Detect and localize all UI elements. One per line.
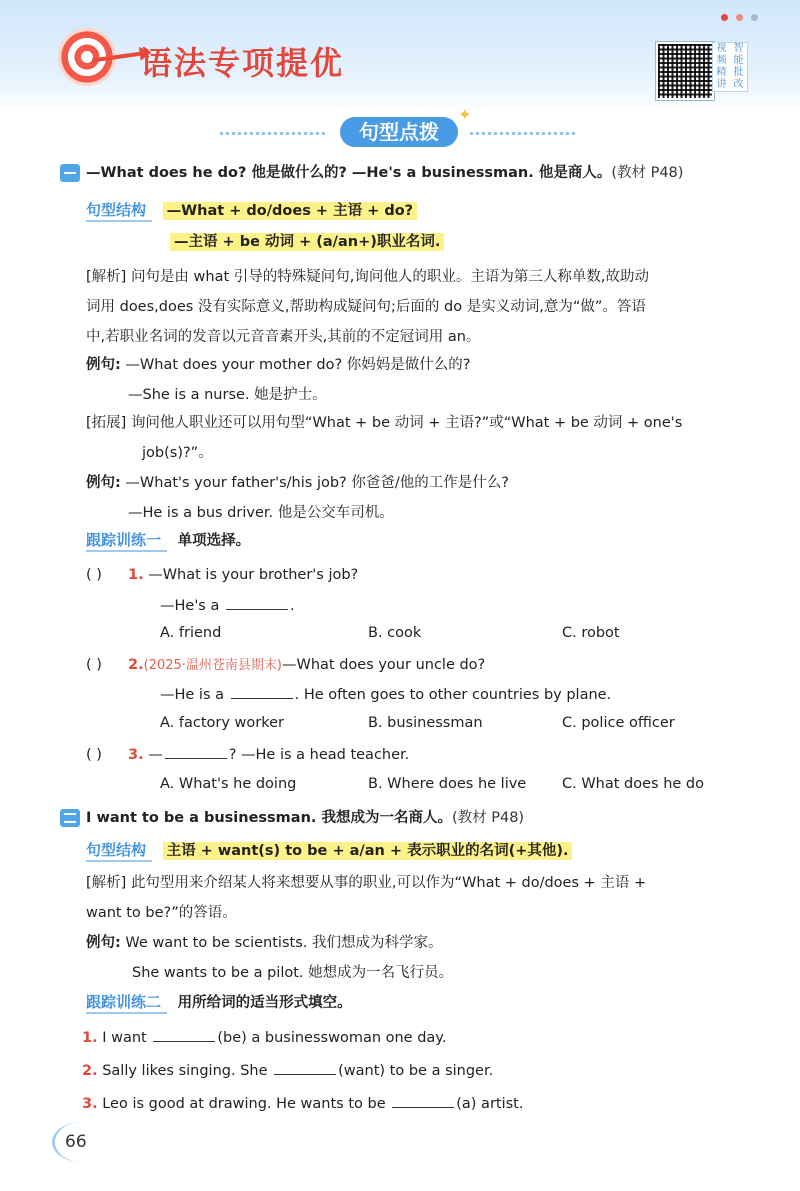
structure-row: [170, 232, 770, 252]
structure-tag: 句型结构: [86, 200, 152, 222]
answer-blank[interactable]: [226, 609, 288, 610]
example-block: 例句: —What's your father's/his job? 你爸爸/他的工作是什么? —He is a bus driver. 他是公交车司机。: [86, 475, 509, 521]
answer-blank[interactable]: [392, 1107, 454, 1108]
section1-heading: —What does he do? 他是做什么的? —He's a businessman. 他是商人。(教材 P48): [60, 163, 760, 183]
question-item: ( ) 3. — ? —He is a head teacher.: [86, 747, 410, 763]
dot-icon: [751, 14, 758, 21]
answer-blank[interactable]: [231, 698, 293, 699]
section2-heading: I want to be a businessman. 我想成为一名商人。(教材 P48): [60, 808, 760, 828]
dotted-divider: [220, 132, 325, 135]
option-b[interactable]: B. cook: [368, 625, 422, 641]
structure-line: —主语 + be 动词 + (a/an+)职业名词.: [170, 233, 444, 251]
analysis-block: [解析] 此句型用来介绍某人将来想要从事的职业,可以作为“What + do/does + 主语 + want to be?”的答语。: [86, 875, 647, 921]
answer-paren[interactable]: ( ): [86, 747, 102, 763]
extend-block: [拓展] 询问他人职业还可以用句型“What + be 动词 + 主语?”或“What + be 动词 + one's job(s)?”。: [86, 415, 683, 461]
answer-paren[interactable]: ( ): [86, 657, 102, 673]
question-line: —He's a .: [160, 598, 295, 614]
structure-row: [86, 200, 786, 222]
option-a[interactable]: A. What's he doing: [160, 776, 297, 792]
question-line: —He is a . He often goes to other countries by plane.: [160, 687, 612, 703]
options-row: [0, 713, 800, 735]
section-one-marker-icon: [60, 164, 80, 182]
decorative-dots: [721, 14, 758, 21]
dot-icon: [721, 14, 728, 21]
answer-blank[interactable]: [274, 1074, 336, 1075]
option-b[interactable]: B. Where does he live: [368, 776, 527, 792]
page-header: [0, 0, 800, 112]
answer-blank[interactable]: [165, 758, 227, 759]
practice-tag: 跟踪训练一: [86, 530, 167, 552]
options-row: [0, 774, 800, 796]
example-block: 例句: —What does your mother do? 你妈妈是做什么的? —She is a nurse. 她是护士。: [86, 357, 471, 403]
option-c[interactable]: C. What does he do: [562, 776, 705, 792]
page-number: 66: [52, 1122, 111, 1162]
structure-tag: 句型结构: [86, 840, 152, 862]
option-b[interactable]: B. businessman: [368, 715, 483, 731]
options-row: [0, 623, 800, 645]
practice-tag: 跟踪训练二: [86, 992, 167, 1014]
analysis-block: [解析] 问句是由 what 引导的特殊疑问句,询问他人的职业。主语为第三人称单数,故助动 词用 does,does 没有实际意义,帮助构成疑问句;后面的 do 是实义动词,意为“做”。答语 中,若职业名词的发音以元音音素开头,其前的不定冠词用 an。: [86, 269, 649, 345]
practice-header: 跟踪训练二 用所给词的适当形式填空。: [86, 992, 756, 1014]
answer-paren[interactable]: ( ): [86, 567, 102, 583]
banner-title: 句型点拨: [340, 117, 458, 147]
option-a[interactable]: A. friend: [160, 625, 222, 641]
qr-code[interactable]: [656, 42, 714, 100]
page-title: 语法专项提优: [140, 44, 345, 82]
structure-line: —What + do/does + 主语 + do?: [163, 202, 417, 220]
structure-line: 主语 + want(s) to be + a/an + 表示职业的名词(+其他).: [163, 842, 573, 860]
example-block: 例句: We want to be scientists. 我们想成为科学家。 She wants to be a pilot. 她想成为一名飞行员。: [86, 935, 454, 981]
dotted-divider: [470, 132, 575, 135]
structure-row: [86, 840, 776, 862]
answer-blank[interactable]: [153, 1041, 215, 1042]
question-item: ( ) 2.(2025·温州苍南县期末)—What does your uncle do?: [86, 657, 486, 673]
fill-item: 3. Leo is good at drawing. He wants to be (a) artist.: [82, 1096, 524, 1112]
practice-header: 跟踪训练一 单项选择。: [86, 530, 756, 552]
dot-icon: [736, 14, 743, 21]
sparkle-icon: ✦: [458, 105, 472, 124]
fill-item: 1. I want (be) a businesswoman one day.: [82, 1030, 447, 1046]
question-item: ( ) 1. —What is your brother's job?: [86, 567, 359, 583]
section-two-marker-icon: [60, 809, 80, 827]
option-a[interactable]: A. factory worker: [160, 715, 285, 731]
fill-item: 2. Sally likes singing. She (want) to be a singer.: [82, 1063, 494, 1079]
option-c[interactable]: C. robot: [562, 625, 620, 641]
option-c[interactable]: C. police officer: [562, 715, 675, 731]
section-banner: [220, 105, 580, 149]
qr-label: 视 智 频 能 精 批 讲 改: [712, 42, 748, 92]
